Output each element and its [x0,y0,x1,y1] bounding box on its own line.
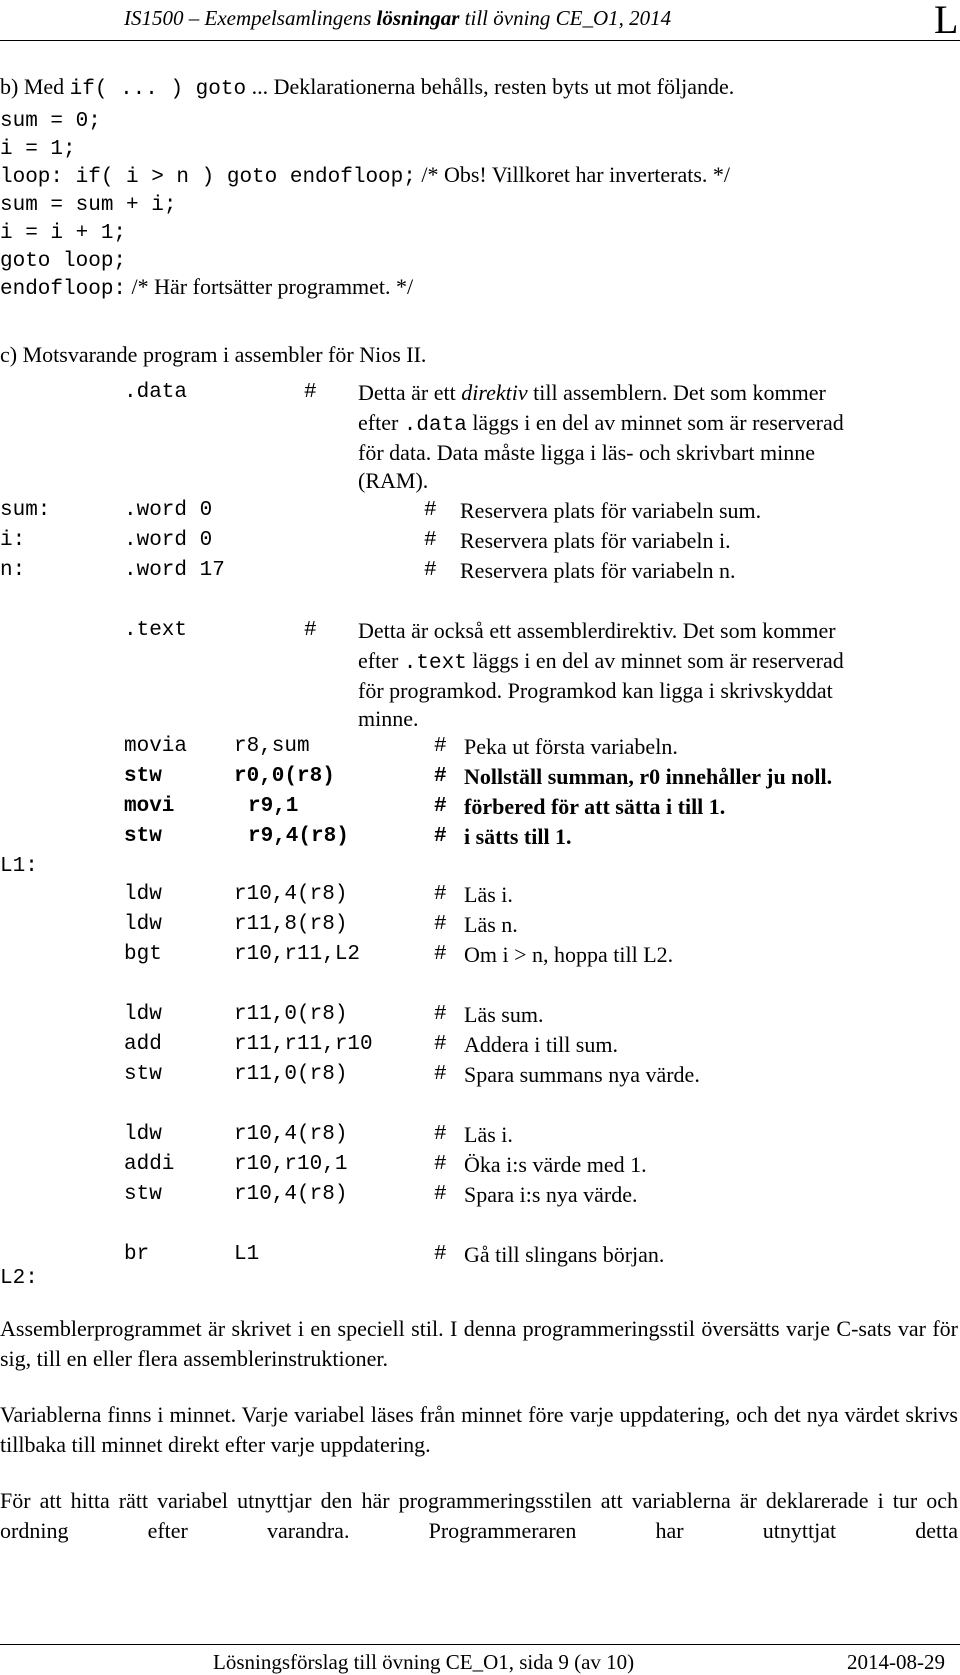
var-label: sum: [0,499,51,522]
asm-comment: Om i > n, hoppa till L2. [464,942,674,967]
comment-hash: # [434,883,447,906]
data-comment-1c: till assemblern. Det som kommer [527,380,826,405]
asm-comment: Öka i:s värde med 1. [464,1152,647,1177]
text-comment-2c: läggs i en del av minnet som är reserverad [466,648,844,673]
asm-operands: r11,0(r8) [234,1063,348,1086]
comment-hash: # [304,381,317,404]
asm-comment: förbered för att sätta i till 1. [464,794,726,819]
data-comment-line: (RAM). [358,468,429,493]
var-directive: .word 0 [124,499,213,522]
comment-hash: # [434,1153,447,1176]
comment-hash: # [304,619,317,642]
asm-comment: Läs n. [464,912,518,937]
paragraph: För att hitta rätt variabel utnyttjar den här programmeringsstilen att variablerna är deklarerade i tur och ordning efter varandra. Programmeraren har utnyttjat detta [0,1488,958,1543]
asm-operands: r9,1 [248,795,299,818]
footer-divider [0,1644,960,1645]
comment-hash: # [434,1003,447,1026]
asm-operands: L1 [234,1243,260,1266]
c-code: endofloop: [0,278,127,301]
asm-label-l1: L1: [0,855,38,878]
comment-hash: # [434,765,447,788]
c-code: sum = 0; [0,110,101,133]
comment-hash: # [434,825,447,848]
asm-comment: Nollställ summan, r0 innehåller ju noll. [464,764,833,789]
header-title-prefix: IS1500 – Exempelsamlingens [124,6,377,30]
asm-comment: Läs i. [464,1122,513,1147]
asm-comment: Addera i till sum. [464,1032,618,1057]
paragraph: Variablerna finns i minnet. Varje variabel läses från minnet före varje uppdatering, och det nya värdet skrivs tillbaka till minnet direkt efter varje uppdatering. [0,1402,958,1457]
footer-page-info: Lösningsförslag till övning CE_O1, sida 9 (av 10) [213,1650,635,1674]
data-comment-line [358,408,844,441]
comment-hash: # [434,795,447,818]
comment-hash: # [434,1123,447,1146]
asm-opcode: stw [124,1183,162,1206]
var-comment: Reservera plats för variabeln sum. [460,498,762,523]
asm-opcode: ldw [124,883,162,906]
var-directive: .word 0 [124,529,213,552]
asm-opcode: add [124,1033,162,1056]
asm-opcode: ldw [124,1123,162,1146]
data-comment-1b: direktiv [461,380,528,405]
comment-hash: # [434,943,447,966]
asm-operands: r10,r11,L2 [234,943,361,966]
c-code-comment: /* Här fortsätter programmet. */ [126,274,414,299]
header-section-letter: L [934,0,959,42]
asm-operands: r0,0(r8) [234,765,335,788]
text-directive: .text [124,619,188,642]
asm-opcode: ldw [124,1003,162,1026]
var-label: n: [0,559,26,582]
comment-hash: # [434,1063,447,1086]
asm-operands: r10,4(r8) [234,1123,348,1146]
asm-opcode: stw [124,825,162,848]
part-b-intro [0,72,734,105]
asm-opcode: stw [124,765,162,788]
asm-comment: Spara i:s nya värde. [464,1182,638,1207]
header-title-bold: lösningar [376,6,460,30]
data-comment-2b: .data [403,414,467,437]
asm-opcode: stw [124,1063,162,1086]
asm-opcode: bgt [124,943,162,966]
asm-comment: Läs i. [464,882,513,907]
part-b-code-snippet: if( ... ) goto [69,78,247,101]
data-comment-2a: efter [358,410,404,435]
c-code: goto loop; [0,250,127,273]
asm-opcode: movia [124,735,188,758]
part-b-intro-text: ... Deklarationerna behålls, resten byts ut mot följande. [246,74,735,99]
comment-hash: # [434,1033,447,1056]
asm-comment: Spara summans nya värde. [464,1062,700,1087]
c-code-line [0,272,413,305]
c-code-comment: /* Obs! Villkoret har inverterats. */ [415,162,731,187]
var-comment: Reservera plats för variabeln i. [460,528,731,553]
asm-operands: r10,r10,1 [234,1153,348,1176]
c-code: loop: if( i > n ) goto endofloop; [0,166,416,189]
asm-label-l2: L2: [0,1267,38,1290]
data-comment-line [358,378,826,408]
asm-comment: Peka ut första variabeln. [464,734,678,759]
asm-operands: r11,8(r8) [234,913,348,936]
data-comment-1a: Detta är ett [358,380,462,405]
asm-comment: Gå till slingans början. [464,1242,665,1267]
asm-opcode: ldw [124,913,162,936]
asm-opcode: addi [124,1153,175,1176]
comment-hash: # [434,1243,447,1266]
asm-operands: r10,4(r8) [234,1183,348,1206]
comment-hash: # [434,913,447,936]
page-header-title [124,6,671,31]
asm-comment: i sätts till 1. [464,824,572,849]
comment-hash: # [434,735,447,758]
comment-hash: # [424,499,437,522]
asm-operands: r9,4(r8) [248,825,349,848]
header-title-suffix: till övning CE_O1, 2014 [459,6,672,30]
var-label: i: [0,529,26,552]
c-code: sum = sum + i; [0,194,177,217]
text-comment-line: för programkod. Programkod kan ligga i skrivskyddat [358,678,833,703]
data-comment-2c: läggs i en del av minnet som är reserverad [466,410,844,435]
asm-operands: r11,r11,r10 [234,1033,373,1056]
text-comment-line: minne. [358,706,419,731]
data-comment-line: för data. Data måste ligga i läs- och skrivbart minne [358,440,815,465]
text-comment-2a: efter [358,648,404,673]
var-directive: .word 17 [124,559,225,582]
footer-date: 2014-08-29 [847,1650,945,1674]
c-code: i = i + 1; [0,222,127,245]
comment-hash: # [424,559,437,582]
asm-comment: Läs sum. [464,1002,544,1027]
text-comment-2b: .text [403,652,467,675]
asm-opcode: br [124,1243,150,1266]
text-comment-line: Detta är också ett assemblerdirektiv. Det som kommer [358,618,836,643]
paragraph: Assemblerprogrammet är skrivet i en speciell stil. I denna programmeringsstil översätts varje C-sats var för sig, till en eller flera assemblerinstruktioner. [0,1316,958,1371]
part-b-label: b) Med [0,74,70,99]
asm-operands: r11,0(r8) [234,1003,348,1026]
comment-hash: # [424,529,437,552]
text-comment-line [358,646,844,679]
var-comment: Reservera plats för variabeln n. [460,558,736,583]
header-divider [0,40,960,41]
data-directive: .data [124,381,188,404]
comment-hash: # [434,1183,447,1206]
asm-operands: r8,sum [234,735,310,758]
asm-opcode: movi [124,795,175,818]
c-code: i = 1; [0,138,76,161]
asm-operands: r10,4(r8) [234,883,348,906]
part-c-intro: c) Motsvarande program i assembler för Nios II. [0,342,427,367]
